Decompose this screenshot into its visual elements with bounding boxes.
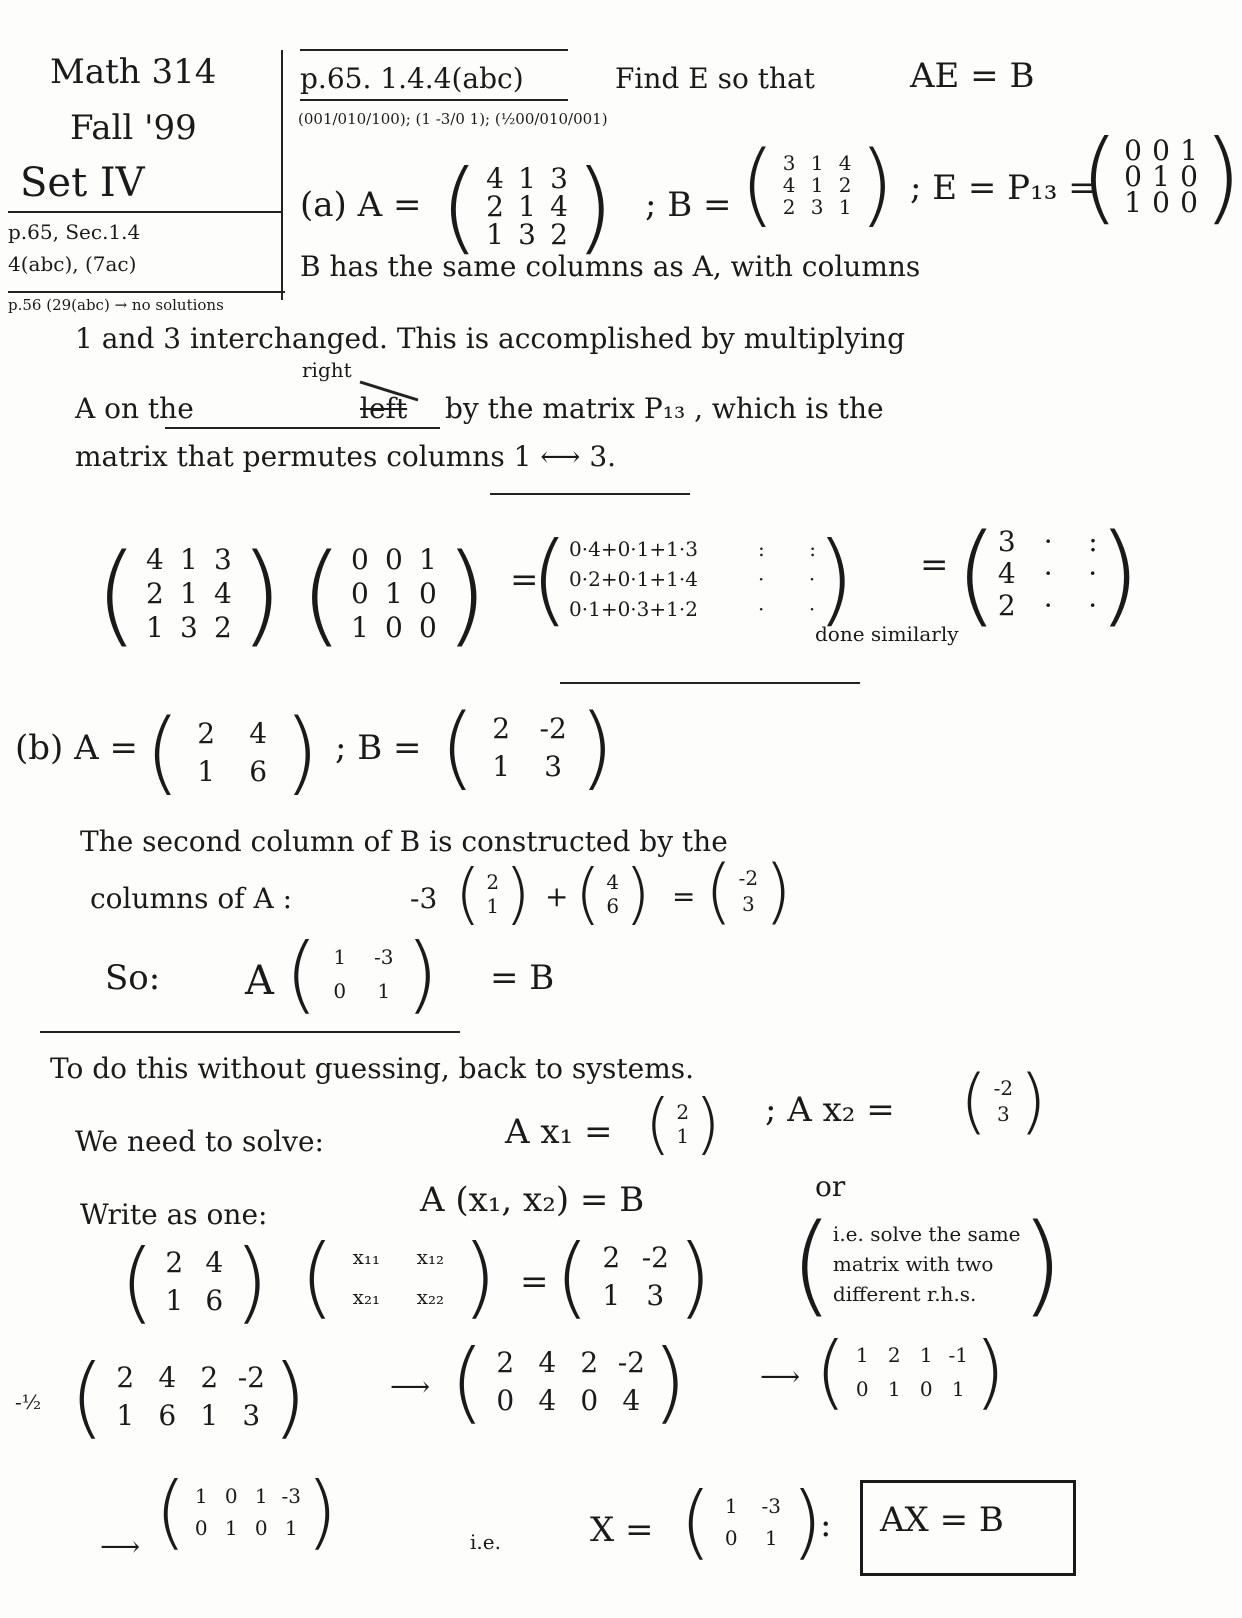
struck-left: left <box>360 392 408 425</box>
so-matrix-cell: -3 <box>374 945 394 969</box>
write-as-one: Write as one: <box>80 1198 268 1231</box>
or-text: or <box>815 1170 846 1203</box>
note-line: i.e. solve the same <box>832 1222 1021 1246</box>
aug4-cell: 0 <box>224 1483 238 1508</box>
result-cell: 2 <box>997 589 1016 622</box>
colon: : <box>820 1505 832 1545</box>
aug1-cell: 1 <box>200 1398 219 1432</box>
so-matrix-cell: 0 <box>333 979 347 1003</box>
col3-cell: -2 <box>738 866 759 890</box>
matrix-b: ( 3 1 4 4 1 2 2 3 1 ) <box>740 132 895 237</box>
system-a-cell: 4 <box>205 1245 224 1279</box>
matrix-a-cell: 1 <box>486 217 504 251</box>
col2-cell: 6 <box>606 893 620 918</box>
equals-sign-2: = <box>920 545 949 585</box>
system-b: ( 2 -2 1 3 ) <box>555 1225 712 1328</box>
part-a-text-1: B has the same columns as A, with columns <box>300 250 921 283</box>
aug-4: ( 1 0 1 -3 0 1 0 1 ) <box>155 1465 338 1558</box>
equals-sign: = <box>510 560 539 600</box>
part-b-text-4: We need to solve: <box>75 1125 324 1158</box>
matrix-b-cell: 1 <box>838 194 852 219</box>
equals-sign-4: = <box>520 1262 549 1302</box>
matrix-a: ( 4 1 3 2 1 4 1 3 2 ) <box>440 148 615 265</box>
aug1-cell: 3 <box>242 1398 261 1432</box>
matrix-e-cell: 0 <box>1124 159 1142 193</box>
aug3-cell: 1 <box>951 1376 965 1401</box>
aug2-cell: 0 <box>496 1383 515 1417</box>
system-b-cell: 3 <box>646 1278 665 1312</box>
aug4-cell: -3 <box>281 1483 301 1508</box>
system-b-cell: 2 <box>602 1240 621 1274</box>
aug4-cell: 1 <box>224 1515 238 1540</box>
col-vec-1: ( 2 1 ) <box>455 855 531 932</box>
system-b-cell: -2 <box>641 1240 669 1274</box>
sys1-cell: 2 <box>676 1099 690 1124</box>
arrow-2: ⟶ <box>760 1360 801 1393</box>
small-matrices: (001/010/100); (1 -3/0 1); (½00/010/001) <box>298 110 608 128</box>
col1-cell: 2 <box>486 869 500 894</box>
b-matrix-a-cell: 6 <box>249 754 268 788</box>
calc-matrix: ( 0·4+0·1+1·3 0·2+0·1+1·4 0·1+0·3+1·2 : : · · · · ) <box>530 520 855 637</box>
matrix-a-cell: 3 <box>518 217 536 251</box>
matrix-b-cell: 3 <box>810 194 824 219</box>
aug2-cell: 0 <box>580 1383 599 1417</box>
mult-p-cell: 0 <box>351 543 369 576</box>
mult-p-cell: 0 <box>385 543 403 576</box>
part-a-text-4: matrix that permutes columns 1 ⟷ 3. <box>75 440 617 473</box>
matrix-b-cell: 1 <box>810 150 824 175</box>
b-matrix-a-cell: 1 <box>197 754 216 788</box>
matrix-a-cell: 2 <box>550 217 568 251</box>
matrix-b-cell: 1 <box>810 172 824 197</box>
aug3-cell: 0 <box>919 1376 933 1401</box>
problem-ref: p.65. 1.4.4(abc) <box>300 62 524 95</box>
matrix-e-cell: 0 <box>1124 133 1142 167</box>
system-x-cell: x₂₁ <box>352 1284 380 1309</box>
matrix-b-a: ( 2 4 1 6 ) <box>145 700 320 805</box>
aug3-cell: 1 <box>887 1376 901 1401</box>
system-a: ( 2 4 1 6 ) <box>120 1230 269 1333</box>
result-cell: 3 <box>997 525 1016 558</box>
mult-p: ( 0 0 1 0 1 0 1 0 0 ) <box>300 530 488 658</box>
ie-label: i.e. <box>470 1530 501 1554</box>
course-title: Math 314 <box>50 52 217 92</box>
col3-cell: 3 <box>741 892 755 916</box>
col-vec-3: ( -2 3 ) <box>705 850 792 932</box>
aug-3: ( 1 2 1 -1 0 1 0 1 ) <box>815 1325 1006 1418</box>
mult-a-cell: 3 <box>180 611 198 644</box>
so-matrix: ( 1 -3 0 1 ) <box>285 925 439 1023</box>
system-x-cell: x₁₂ <box>416 1244 444 1269</box>
matrix-e-cell: 0 <box>1152 133 1170 167</box>
x-solution-cell: 1 <box>764 1525 778 1550</box>
mult-a-cell: 1 <box>180 543 198 576</box>
so-matrix-cell: 1 <box>377 979 391 1003</box>
aug2-cell: 2 <box>580 1345 599 1379</box>
aug1-cell: 6 <box>158 1398 177 1432</box>
mult-p-cell: 1 <box>351 611 369 644</box>
aug3-cell: 0 <box>855 1376 869 1401</box>
part-a-label: (a) A = <box>300 185 422 225</box>
matrix-e: ( 0 0 1 0 1 0 1 0 0 ) <box>1080 118 1242 235</box>
mult-p-cell: 1 <box>419 543 437 576</box>
x-solution-cell: 0 <box>724 1525 738 1550</box>
system-x: ( x₁₁ x₁₂ x₂₁ x₂₂ ) <box>300 1225 497 1328</box>
system-2: ; A x₂ = <box>765 1090 895 1130</box>
system-a-cell: 1 <box>165 1283 184 1317</box>
aug1-cell: 2 <box>200 1360 219 1394</box>
matrix-b-cell: 3 <box>782 150 796 175</box>
aug4-cell: 1 <box>254 1483 268 1508</box>
ae-equals-b: AE = B <box>910 56 1035 96</box>
b-matrix-b-cell: -2 <box>539 711 567 745</box>
e-label: ; E = P₁₃ = <box>910 168 1097 208</box>
sys2-cell: -2 <box>993 1076 1014 1100</box>
aug2-cell: 4 <box>538 1383 557 1417</box>
equals-sign-3: = <box>672 880 696 913</box>
matrix-a-cell: 1 <box>518 161 536 195</box>
b-matrix-b-cell: 1 <box>492 749 511 783</box>
assignment-line-1: p.65, Sec.1.4 <box>8 220 141 244</box>
part-a-text-2: 1 and 3 interchanged. This is accomplished by multiplying <box>75 322 906 355</box>
arrow-1: ⟶ <box>390 1370 431 1403</box>
aug2-cell: -2 <box>617 1345 645 1379</box>
aug-1: ( 2 4 2 -2 1 6 1 3 ) <box>70 1345 307 1448</box>
mult-a-cell: 1 <box>146 611 164 644</box>
matrix-a-cell: 3 <box>550 161 568 195</box>
part-b-text-2: columns of A : <box>90 882 293 915</box>
matrix-e-cell: 1 <box>1152 159 1170 193</box>
mult-p-cell: 0 <box>419 611 437 644</box>
matrix-b-cell: 2 <box>782 194 796 219</box>
a-letter: A <box>245 958 274 1004</box>
mult-p-cell: 0 <box>419 577 437 610</box>
so-equals-b: = B <box>490 958 555 998</box>
mult-a-cell: 1 <box>180 577 198 610</box>
aug3-cell: 1 <box>919 1342 933 1367</box>
aug1-cell: 4 <box>158 1360 177 1394</box>
assignment-line-2: 4(abc), (7ac) <box>8 252 137 276</box>
aug2-cell: 4 <box>622 1383 641 1417</box>
final-equation: AX = B <box>880 1500 1004 1540</box>
matrix-a-cell: 4 <box>486 161 504 195</box>
so-matrix-cell: 1 <box>333 945 347 969</box>
mult-a-cell: 3 <box>214 543 232 576</box>
aug3-cell: -1 <box>948 1342 968 1367</box>
x-solution-cell: -3 <box>761 1493 781 1518</box>
so-label: So: <box>105 958 161 998</box>
note-line: different r.h.s. <box>832 1282 977 1306</box>
one-equation: A (x₁, x₂) = B <box>420 1180 645 1220</box>
set-title: Set IV <box>20 160 145 206</box>
x-sol-label: X = <box>590 1510 654 1550</box>
done-similarly: done similarly <box>815 622 959 646</box>
b-matrix-a-cell: 2 <box>197 716 216 750</box>
matrix-e-cell: 0 <box>1152 185 1170 219</box>
sys1-col: ( 2 1 ) <box>645 1085 721 1162</box>
find-text: Find E so that <box>615 62 815 95</box>
plus-sign: + <box>545 880 569 913</box>
part-b-b-label: ; B = <box>335 728 422 768</box>
col2-cell: 4 <box>606 869 620 894</box>
matrix-b-cell: 4 <box>838 150 852 175</box>
note-box: ( i.e. solve the same matrix with two different r.h.s. ) <box>790 1200 1064 1328</box>
calc-row: 0·1+0·3+1·2 <box>569 596 698 621</box>
result-matrix: ( 3 4 2 · : · · · · ) <box>955 510 1141 638</box>
matrix-e-cell: 1 <box>1124 185 1142 219</box>
mult-a-cell: 4 <box>146 543 164 576</box>
x-solution: ( 1 -3 0 1 ) <box>680 1475 823 1568</box>
b-matrix-b-cell: 2 <box>492 711 511 745</box>
aug2-cell: 4 <box>538 1345 557 1379</box>
mult-a: ( 4 1 3 2 1 4 1 3 2 ) <box>95 530 283 658</box>
calc-row: 0·4+0·1+1·3 <box>569 536 698 561</box>
matrix-a-cell: 1 <box>518 189 536 223</box>
mult-p-cell: 0 <box>351 577 369 610</box>
system-x-cell: x₂₂ <box>416 1284 444 1309</box>
mult-a-cell: 2 <box>214 611 232 644</box>
aug3-cell: 1 <box>855 1342 869 1367</box>
result-cell: 4 <box>997 557 1016 590</box>
aug1-cell: 1 <box>116 1398 135 1432</box>
aug2-cell: 2 <box>496 1345 515 1379</box>
term: Fall '99 <box>70 108 197 148</box>
aug1-cell: 2 <box>116 1360 135 1394</box>
inserted-right: right <box>302 358 352 382</box>
note-line: matrix with two <box>832 1252 994 1276</box>
aug4-cell: 0 <box>254 1515 268 1540</box>
aug1-cell: -2 <box>237 1360 265 1394</box>
matrix-a-cell: 2 <box>486 189 504 223</box>
aug-2: ( 2 4 2 -2 0 4 0 4 ) <box>450 1330 687 1433</box>
aug4-cell: 0 <box>194 1515 208 1540</box>
b-matrix-a-cell: 4 <box>249 716 268 750</box>
aug4-cell: 1 <box>194 1483 208 1508</box>
b-label: ; B = <box>645 185 732 225</box>
matrix-b-b: ( 2 -2 1 3 ) <box>440 695 615 800</box>
sys2-col: ( -2 3 ) <box>960 1060 1047 1142</box>
arrow-3: ⟶ <box>100 1530 141 1563</box>
system-1: A x₁ = <box>505 1112 613 1152</box>
col1-cell: 1 <box>486 893 500 918</box>
x-solution-cell: 1 <box>724 1493 738 1518</box>
aug4-cell: 1 <box>284 1515 298 1540</box>
system-a-cell: 6 <box>205 1283 224 1317</box>
part-b-text-1: The second column of B is constructed by the <box>80 825 728 858</box>
system-b-cell: 1 <box>602 1278 621 1312</box>
mult-p-cell: 0 <box>385 611 403 644</box>
combo-coef: -3 <box>410 882 438 915</box>
matrix-e-cell: 1 <box>1180 133 1198 167</box>
matrix-e-cell: 0 <box>1180 185 1198 219</box>
minus-half: -½ <box>15 1390 42 1414</box>
col-vec-2: ( 4 6 ) <box>575 855 651 932</box>
mult-p-cell: 1 <box>385 577 403 610</box>
b-matrix-b-cell: 3 <box>544 749 563 783</box>
part-a-text-3b: by the matrix P₁₃ , which is the <box>445 392 884 425</box>
sys1-cell: 1 <box>676 1123 690 1148</box>
calc-row: 0·2+0·1+1·4 <box>569 566 698 591</box>
assignment-line-3: p.56 (29(abc) → no solutions <box>8 296 224 314</box>
matrix-a-cell: 4 <box>550 189 568 223</box>
part-b-text-3: To do this without guessing, back to systems. <box>50 1052 695 1085</box>
sys2-cell: 3 <box>996 1102 1010 1126</box>
mult-a-cell: 2 <box>146 577 164 610</box>
matrix-b-cell: 4 <box>782 172 796 197</box>
part-b-label: (b) A = <box>15 728 138 768</box>
mult-a-cell: 4 <box>214 577 232 610</box>
matrix-b-cell: 2 <box>838 172 852 197</box>
system-a-cell: 2 <box>165 1245 184 1279</box>
part-a-text-3a: A on the <box>75 392 194 425</box>
system-x-cell: x₁₁ <box>352 1244 380 1269</box>
aug3-cell: 2 <box>887 1342 901 1367</box>
matrix-e-cell: 0 <box>1180 159 1198 193</box>
